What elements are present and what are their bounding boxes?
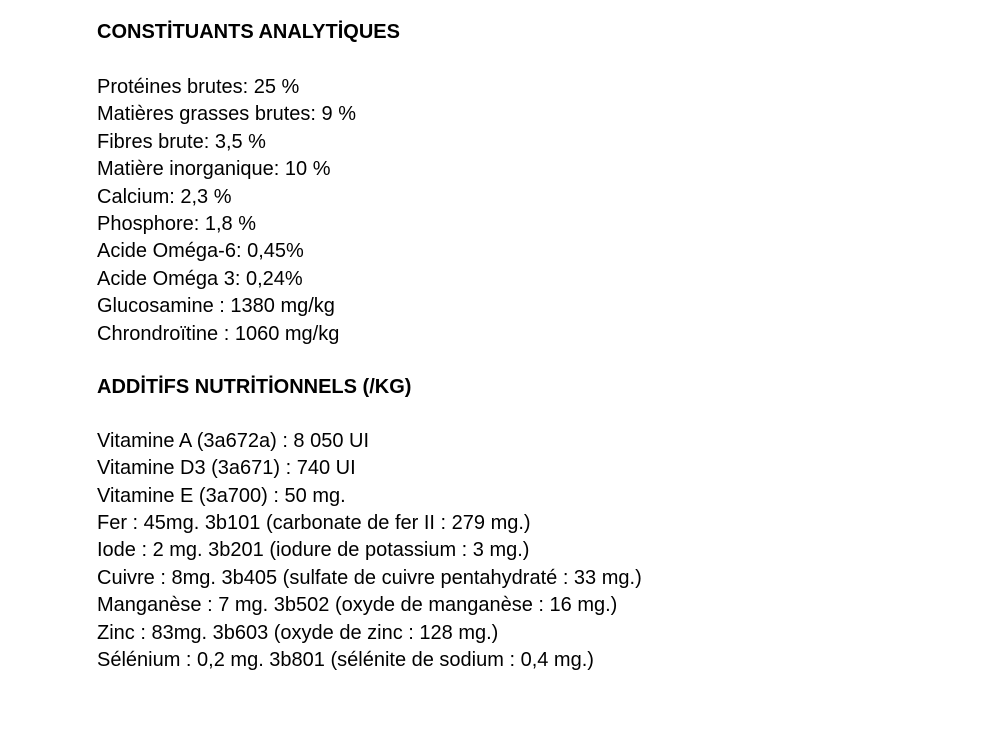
document-body (97, 19, 977, 674)
list-item: Calcium: 2,3 % (97, 185, 232, 208)
list-item: Cuivre : 8mg. 3b405 (sulfate de cuivre pentahydraté : 33 mg.) (97, 566, 642, 589)
list-item: Iode : 2 mg. 3b201 (iodure de potassium : 3 mg.) (97, 539, 530, 562)
section-heading-nutritional-additives: ADDİTİFS NUTRİTİONNELS (/KG) (97, 375, 412, 398)
list-item: Fibres brute: 3,5 % (97, 130, 266, 153)
list-item: Fer : 45mg. 3b101 (carbonate de fer II : 279 mg.) (97, 512, 531, 535)
spacer (97, 401, 977, 428)
list-item: Zinc : 83mg. 3b603 (oxyde de zinc : 128 mg.) (97, 621, 499, 644)
list-item: Vitamine E (3a700) : 50 mg. (97, 484, 346, 507)
list-item: Glucosamine : 1380 mg/kg (97, 295, 335, 318)
list-item: Vitamine A (3a672a) : 8 050 UI (97, 429, 370, 452)
list-item: Acide Oméga-6: 0,45% (97, 240, 304, 263)
analytical-constituents-list (97, 74, 977, 348)
section-heading-analytical-constituents: CONSTİTUANTS ANALYTİQUES (97, 21, 400, 43)
list-item: Manganèse : 7 mg. 3b502 (oxyde de manganèse : 16 mg.) (97, 594, 618, 617)
list-item: Protéines brutes: 25 % (97, 76, 300, 98)
list-item: Vitamine D3 (3a671) : 740 UI (97, 457, 356, 480)
list-item: Matière inorganique: 10 % (97, 158, 331, 181)
spacer (97, 46, 977, 74)
list-item: Matières grasses brutes: 9 % (97, 103, 356, 126)
list-item: Sélénium : 0,2 mg. 3b801 (sélénite de sodium : 0,4 mg.) (97, 649, 594, 672)
list-item: Acide Oméga 3: 0,24% (97, 267, 303, 290)
list-item: Chrondroïtine : 1060 mg/kg (97, 322, 340, 345)
nutritional-additives-list (97, 428, 977, 675)
spacer (97, 348, 977, 374)
list-item: Phosphore: 1,8 % (97, 212, 256, 235)
